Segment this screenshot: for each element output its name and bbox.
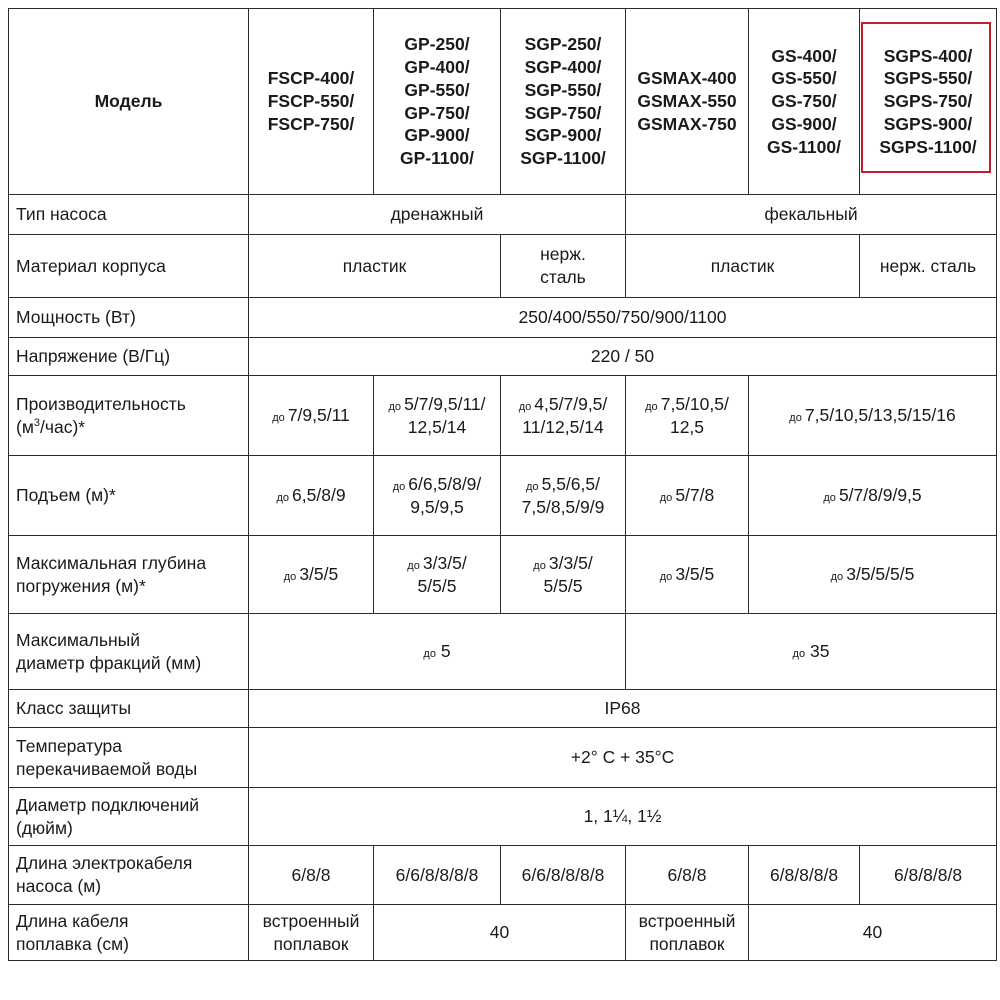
capacity-c5 [749, 376, 997, 456]
capacity-c1 [249, 376, 374, 456]
fraction-label-line: диаметр фракций (мм) [16, 652, 202, 673]
model-col-gsmax-line: GSMAX-550 [637, 91, 737, 112]
row-voltage [9, 338, 997, 376]
capacity-c4 [626, 376, 749, 456]
capacity-unit-sup: 3 [33, 416, 40, 429]
depth-c1-prefix: до [283, 571, 300, 584]
model-col-sgp-line: SGP-400/ [524, 57, 602, 77]
depth-c3-line: до 3/3/5/ [533, 552, 593, 573]
depth-c5-prefix: до [830, 571, 847, 584]
temperature-label-line: перекачиваемой воды [16, 758, 198, 779]
protection-label: Класс защиты [9, 690, 249, 728]
head-c2 [374, 456, 501, 536]
float-label [9, 905, 249, 961]
connection-label-line: Диаметр подключений [16, 794, 200, 815]
cable-c1: 6/8/8 [249, 846, 374, 905]
row-protection [9, 690, 997, 728]
head-c2-line: 9,5/9,5 [410, 496, 464, 517]
model-col-gs [749, 9, 860, 195]
cable-label-line: Длина электрокабеля [16, 853, 193, 874]
model-col-sgps-line: SGPS-900/ [883, 113, 973, 134]
head-c4-prefix: до [659, 492, 676, 505]
depth-c4-line: до 3/5/5 [659, 564, 715, 585]
header-row [9, 9, 997, 195]
head-c2-line: до 6/6,5/8/9/ [392, 473, 482, 494]
depth-c4-prefix: до [659, 571, 676, 584]
protection-value: IP68 [249, 690, 997, 728]
row-float [9, 905, 997, 961]
model-col-sgps-line: SGPS-1100/ [879, 136, 977, 157]
spec-table [8, 8, 997, 961]
temperature-label [9, 728, 249, 788]
model-col-gs-line: GS-550/ [771, 68, 837, 89]
capacity-c4-line: до 7,5/10,5/ [645, 393, 729, 414]
head-c1-line: до 6,5/8/9 [276, 485, 346, 506]
model-header-label: Модель [9, 9, 249, 195]
model-col-gs-line: GS-900/ [771, 113, 837, 134]
connection-label [9, 788, 249, 846]
model-col-fscp-line: FSCP-750/ [267, 113, 355, 134]
head-label: Подъем (м)* [9, 456, 249, 536]
depth-c2-prefix: до [407, 559, 423, 572]
cable-c5: 6/8/8/8/8 [749, 846, 860, 905]
model-col-gs-line: GS-1100/ [767, 136, 841, 157]
temperature-value: +2° C + 35°C [249, 728, 997, 788]
capacity-label-line1: Производительность [16, 393, 186, 414]
float-builtin-b-line: встроенный [638, 910, 736, 931]
model-col-gp [374, 9, 501, 195]
capacity-unit-post: /час)* [39, 416, 86, 437]
head-c2-prefix: до [392, 480, 409, 493]
power-value: 250/400/550/750/900/1100 [249, 298, 997, 338]
capacity-label-line2 [16, 416, 244, 439]
row-cable [9, 846, 997, 905]
cable-c2: 6/6/8/8/8/8 [374, 846, 501, 905]
float-builtin-b-line: поплавок [649, 933, 725, 954]
model-col-gs-line: GS-400/ [771, 45, 837, 66]
capacity-c1-prefix: до [272, 412, 288, 425]
model-col-gp-line: GP-550/ [404, 79, 470, 100]
capacity-c2-line: 12,5/14 [407, 416, 467, 437]
depth-c1-line: до 3/5/5 [283, 564, 339, 585]
model-col-sgp-line: SGP-900/ [524, 125, 602, 146]
material-steel-a-line: сталь [540, 267, 586, 287]
pump-type-label: Тип насоса [9, 195, 249, 235]
depth-c2-line: 5/5/5 [417, 575, 457, 596]
fraction-b [626, 614, 997, 690]
capacity-c5-prefix: до [789, 412, 805, 425]
depth-c5 [749, 536, 997, 614]
model-col-sgp [501, 9, 626, 195]
model-col-sgp-line: SGP-550/ [524, 79, 602, 100]
model-col-fscp-line: FSCP-400/ [267, 68, 355, 89]
model-col-gp-line: GP-250/ [404, 34, 470, 55]
capacity-unit-pre: (м [16, 416, 34, 437]
head-c3-line: 7,5/8,5/9/9 [521, 496, 605, 517]
float-label-line: поплавка (см) [16, 933, 129, 954]
depth-label-line: Максимальная глубина [16, 552, 207, 573]
temperature-label-line: Температура [16, 735, 122, 756]
model-col-sgp-line: SGP-750/ [524, 102, 602, 123]
pump-type-drainage: дренажный [249, 195, 626, 235]
head-c4-line: до 5/7/8 [659, 485, 715, 506]
capacity-c2-line: до 5/7/9,5/11/ [388, 393, 486, 414]
voltage-label: Напряжение (В/Гц) [9, 338, 249, 376]
depth-c2 [374, 536, 501, 614]
depth-c2-line: до 3/3/5/ [407, 552, 467, 573]
fraction-label [9, 614, 249, 690]
model-col-gs-line: GS-750/ [771, 91, 837, 112]
row-head [9, 456, 997, 536]
head-c3-prefix: до [526, 480, 542, 493]
model-col-gp-line: GP-400/ [404, 57, 470, 77]
model-col-sgps [860, 9, 997, 195]
head-c3 [501, 456, 626, 536]
material-plastic-b: пластик [626, 235, 860, 298]
capacity-c4-line: 12,5 [669, 416, 705, 437]
material-label: Материал корпуса [9, 235, 249, 298]
float-builtin-b [626, 905, 749, 961]
fraction-b-prefix: до [792, 648, 806, 661]
row-connection [9, 788, 997, 846]
material-plastic-a: пластик [249, 235, 501, 298]
material-steel-a [501, 235, 626, 298]
power-label: Мощность (Вт) [9, 298, 249, 338]
model-col-gsmax-line: GSMAX-400 [637, 68, 737, 89]
depth-c5-line: до 3/5/5/5/5 [830, 564, 915, 585]
capacity-c3-line: 11/12,5/14 [522, 416, 604, 437]
depth-label [9, 536, 249, 614]
row-power [9, 298, 997, 338]
head-c1-prefix: до [276, 492, 293, 505]
model-col-sgps-line: SGPS-400/ [883, 45, 973, 66]
model-col-gsmax [626, 9, 749, 195]
depth-label-line: погружения (м)* [16, 575, 146, 596]
fraction-a-value: 5 [440, 641, 451, 662]
float-builtin-a [249, 905, 374, 961]
depth-c3-line: 5/5/5 [543, 575, 583, 596]
model-col-sgp-line: SGP-1100/ [520, 148, 606, 168]
head-c5 [749, 456, 997, 536]
row-fraction [9, 614, 997, 690]
depth-c4 [626, 536, 749, 614]
model-col-gp-line: GP-1100/ [400, 148, 474, 168]
cable-c6: 6/8/8/8/8 [860, 846, 997, 905]
connection-value: 1, 1¼, 1½ [249, 788, 997, 846]
head-c5-prefix: до [823, 492, 839, 505]
pump-type-fecal: фекальный [626, 195, 997, 235]
depth-c3-prefix: до [533, 559, 549, 572]
capacity-c3-prefix: до [518, 400, 535, 413]
float-builtin-a-line: встроенный [262, 910, 360, 931]
cable-label-line: насоса (м) [16, 876, 102, 896]
capacity-c2 [374, 376, 501, 456]
model-col-gsmax-line: GSMAX-750 [637, 113, 737, 134]
head-c1 [249, 456, 374, 536]
model-col-gp-line: GP-750/ [404, 102, 470, 123]
model-col-fscp-line: FSCP-550/ [267, 91, 355, 112]
row-temperature [9, 728, 997, 788]
connection-label-line: (дюйм) [16, 817, 73, 838]
depth-c3 [501, 536, 626, 614]
capacity-c2-prefix: до [388, 400, 405, 413]
row-depth [9, 536, 997, 614]
row-capacity [9, 376, 997, 456]
voltage-value: 220 / 50 [249, 338, 997, 376]
float-builtin-a-line: поплавок [273, 933, 349, 954]
cable-label [9, 846, 249, 905]
capacity-c5-line: до 7,5/10,5/13,5/15/16 [789, 405, 956, 426]
material-steel-a-line: нерж. [540, 244, 586, 265]
model-col-sgps-line: SGPS-550/ [883, 68, 973, 89]
depth-c1 [249, 536, 374, 614]
head-c3-line: до 5,5/6,5/ [526, 473, 600, 494]
capacity-c3-line: до 4,5/7/9,5/ [518, 393, 608, 414]
model-col-sgp-line: SGP-250/ [524, 34, 602, 55]
float-value-b: 40 [749, 905, 997, 961]
head-c5-line: до 5/7/8/9/9,5 [823, 485, 922, 506]
fraction-b-value: 35 [809, 641, 830, 662]
row-material [9, 235, 997, 298]
fraction-a [249, 614, 626, 690]
capacity-c3 [501, 376, 626, 456]
head-c4 [626, 456, 749, 536]
model-col-sgps-line: SGPS-750/ [883, 91, 973, 112]
float-value-a: 40 [374, 905, 626, 961]
cable-c3: 6/6/8/8/8/8 [501, 846, 626, 905]
material-steel-b: нерж. сталь [860, 235, 997, 298]
capacity-c1-line: до 7/9,5/11 [272, 405, 350, 426]
cable-c4: 6/8/8 [626, 846, 749, 905]
capacity-c4-prefix: до [645, 400, 661, 413]
float-label-line: Длина кабеля [16, 910, 129, 931]
model-col-fscp [249, 9, 374, 195]
fraction-a-prefix: до [423, 648, 436, 661]
capacity-label [9, 376, 249, 456]
row-pump-type [9, 195, 997, 235]
fraction-label-line: Максимальный [16, 629, 140, 650]
model-col-gp-line: GP-900/ [404, 125, 470, 146]
